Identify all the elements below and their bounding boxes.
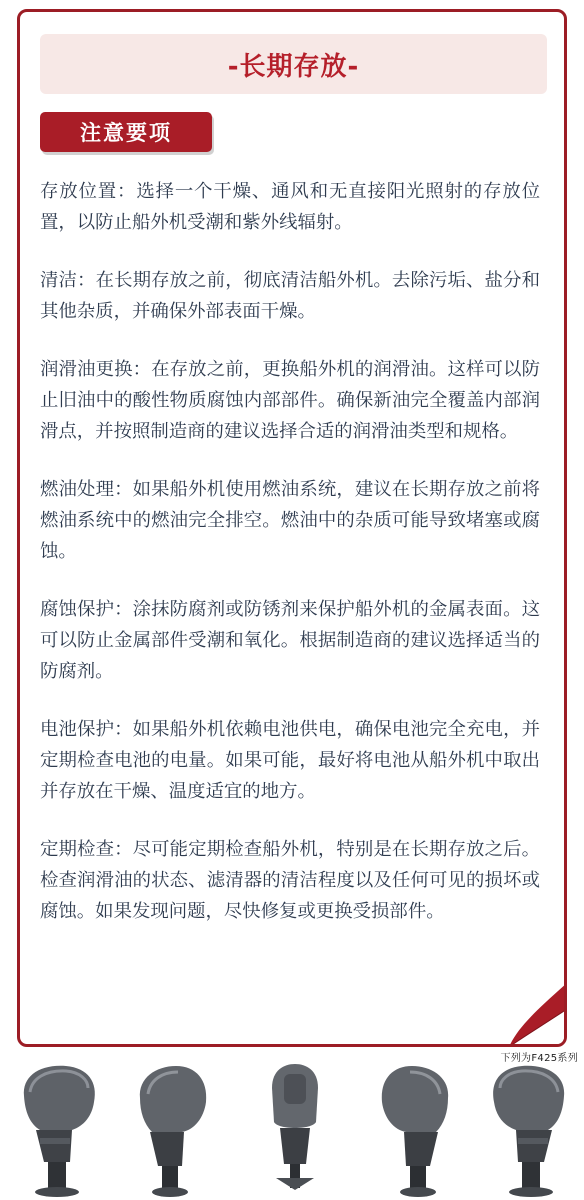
paragraph-cleaning: 清洁：在长期存放之前，彻底清洁船外机。去除污垢、盐分和其他杂质，并确保外部表面干燥。 — [40, 270, 540, 322]
page-curl-icon — [503, 979, 567, 1047]
outboard-engine-image — [374, 1058, 460, 1200]
paragraph-corrosion-protection: 腐蚀保护：涂抹防腐剂或防锈剂来保护船外机的金属表面。这可以防止金属部件受潮和氧化。根据制造商的建议选择适当的防腐剂。 — [40, 599, 540, 682]
outboard-engine-image — [128, 1058, 214, 1200]
notice-card — [17, 9, 567, 1047]
page-title: -长期存放- — [227, 51, 360, 82]
paragraph-regular-inspection: 定期检查：尽可能定期检查船外机，特别是在长期存放之后。检查润滑油的状态、滤清器的清洁程度以及任何可见的损坏或腐蚀。如果发现问题，尽快修复或更换受损部件。 — [40, 839, 540, 922]
title-banner — [40, 34, 547, 94]
outboard-engine-image — [262, 1058, 328, 1200]
section-tag — [40, 112, 212, 152]
content-body — [40, 176, 540, 954]
outboard-engine-image — [10, 1058, 102, 1200]
paragraph-oil-change: 润滑油更换：在存放之前，更换船外机的润滑油。这样可以防止旧油中的酸性物质腐蚀内部部件。确保新油完全覆盖内部润滑点，并按照制造商的建议选择合适的润滑油类型和规格。 — [40, 359, 540, 442]
paragraph-storage-location: 存放位置：选择一个干燥、通风和无直接阳光照射的存放位置，以防止船外机受潮和紫外线辐射。 — [40, 181, 540, 233]
engine-lineup — [0, 1058, 584, 1200]
outboard-engine-image — [486, 1058, 578, 1200]
paragraph-battery-protection: 电池保护：如果船外机依赖电池供电，确保电池完全充电，并定期检查电池的电量。如果可能，最好将电池从船外机中取出并存放在干燥、温度适宜的地方。 — [40, 719, 540, 802]
paragraph-fuel-handling: 燃油处理：如果船外机使用燃油系统，建议在长期存放之前将燃油系统中的燃油完全排空。燃油中的杂质可能导致堵塞或腐蚀。 — [40, 479, 540, 562]
series-note: 下列为F425系列 — [500, 1053, 578, 1064]
section-tag-label: 注意要项 — [80, 121, 172, 145]
